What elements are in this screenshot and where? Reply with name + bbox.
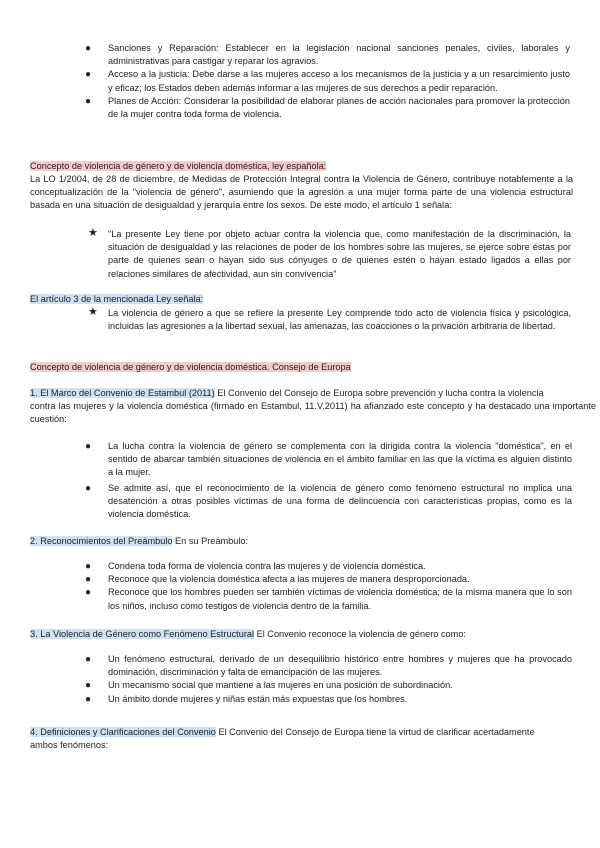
star-icon: ★ bbox=[88, 227, 98, 239]
top-bullet-list bbox=[85, 42, 570, 121]
section-3-title: 3. La Violencia de Género como Fenómeno Estructural bbox=[30, 629, 255, 639]
bullet-icon: ● bbox=[85, 43, 92, 54]
bullet-icon: ● bbox=[85, 561, 92, 572]
list-item bbox=[85, 573, 572, 586]
heading-text: Concepto de violencia de género y de violencia doméstica. Consejo de Europa bbox=[30, 362, 351, 372]
section-3-heading bbox=[30, 628, 575, 641]
list-item-text: Un mecanismo social que mantiene a las mujeres en una posición de subordinación. bbox=[108, 680, 453, 691]
section-4-body: ambos fenómenos: bbox=[30, 740, 109, 750]
section-2-heading bbox=[30, 535, 575, 548]
list-item-lead: Sanciones y Reparación: bbox=[108, 43, 219, 53]
section-1-first-line bbox=[30, 387, 600, 400]
section-2-title: 2. Reconocimientos del Preámbulo bbox=[30, 536, 173, 546]
list-item-text: La lucha contra la violencia de género se complementa con la dirigida contra la violencia "doméstica", en el sentido de abarcar también situaciones de violencia en el ámbito familiar en las que la víctima es alguien distinto a la mujer. bbox=[108, 441, 572, 478]
list-item-text: Un fenómeno estructural, derivado de un desequilibrio histórico entre hombres y mujeres que ha provocado dominación, discriminación y falta de emancipación de las mujeres. bbox=[108, 654, 572, 678]
list-item-text: Reconoce que los hombres pueden ser también víctimas de violencia doméstica; de la misma manera que lo son los niños, incluso como testigos de violencia dentro de la familia. bbox=[108, 587, 572, 611]
quote-article-3 bbox=[88, 306, 571, 333]
bullet-icon: ● bbox=[85, 441, 92, 452]
list-item bbox=[85, 68, 570, 94]
bullet-icon: ● bbox=[85, 69, 92, 81]
list-item-text: Reconoce que la violencia doméstica afecta a las mujeres de manera desproporcionada. bbox=[108, 574, 470, 585]
bullet-icon: ● bbox=[85, 95, 92, 107]
list-item-text: Establecer en la legislación nacional sanciones penales, civiles, laborales y administrativas para castigar y reparar los agravios. bbox=[108, 43, 570, 67]
section-2-intro: En su Preámbulo: bbox=[172, 536, 249, 546]
section-2-bullets bbox=[85, 560, 572, 613]
list-item-text: Considerar la posibilidad de elaborar planes de acción nacionales para promover la protección de la mujer contra toda forma de violencia. bbox=[108, 95, 570, 120]
list-item-text: Debe darse a las mujeres acceso a los mecanismos de la justicia y a un resarcimiento justo y eficaz; los Estados deben además informar a las mujeres de sus derechos a pedir reparación. bbox=[108, 69, 570, 93]
list-item bbox=[85, 560, 572, 573]
section-heading-europe bbox=[30, 361, 575, 374]
bullet-icon: ● bbox=[85, 693, 92, 705]
bullet-icon: ● bbox=[85, 680, 92, 692]
heading-text: Concepto de violencia de género y de violencia doméstica, ley española: bbox=[30, 161, 327, 171]
list-item bbox=[85, 679, 572, 692]
quote-text: "La presente Ley tiene por objeto actuar contra la violencia que, como manifestación de la discriminación, la situación de desigualdad y las relaciones de poder de los hombres sobre las mujeres, se ejerce sobre éstas por parte de quienes sean o hayan sido sus cónyuges o de quienes estén o hayan estado ligados a ellas por relaciones similares de afectividad, aun sin convivencia" bbox=[108, 229, 571, 279]
section-4-first-line bbox=[30, 726, 600, 739]
quote-item bbox=[88, 306, 571, 333]
bullet-icon: ● bbox=[85, 574, 92, 586]
section-3-intro: El Convenio reconoce la violencia de género como: bbox=[254, 629, 466, 639]
list-item bbox=[85, 653, 572, 679]
quote-article-1 bbox=[88, 227, 571, 281]
list-item-lead: Planes de Acción: bbox=[108, 95, 182, 106]
star-icon: ★ bbox=[88, 306, 98, 318]
list-item bbox=[85, 95, 570, 121]
section-3-bullets bbox=[85, 653, 572, 706]
list-item-text: Un ámbito donde mujeres y niñas están más expuestas que los hombres. bbox=[108, 693, 408, 704]
section-heading-article-3 bbox=[30, 293, 575, 306]
section-4-intro: El Convenio del Consejo de Europa tiene la virtud de clarificar acertadamente bbox=[215, 727, 535, 737]
section-1-intro: El Convenio del Consejo de Europa sobre prevención y lucha contra la violencia bbox=[214, 388, 544, 398]
list-item bbox=[85, 482, 572, 522]
paragraph-spain: La LO 1/2004, de 28 de diciembre, de Medidas de Protección Integral contra la Violencia de Género, contribuye notablemente a la conceptualización de la "violencia de género", asumiendo que la agresión a una mujer forma parte de una violencia estructural basada en una situación de desigualdad y jerarquía entre los sexos. De este modo, el artículo 1 señala: bbox=[30, 174, 573, 211]
heading-text: El artículo 3 de la mencionada Ley señala: bbox=[30, 294, 204, 304]
section-1-title: 1. El Marco del Convenio de Estambul (2011) bbox=[30, 388, 215, 398]
quote-text: La violencia de género a que se refiere la presente Ley comprende todo acto de violencia física y psicológica, incluidas las agresiones a la libertad sexual, las amenazas, las coacciones o la privación arbitraria de libertad. bbox=[108, 308, 571, 332]
section-4-title: 4. Definiciones y Clarificaciones del Convenio bbox=[30, 727, 216, 737]
section-heading-spain bbox=[30, 160, 575, 173]
list-item bbox=[85, 42, 570, 68]
section-1-bullets bbox=[85, 440, 572, 521]
list-item-text: Se admite así, que el reconocimiento de la violencia de género como fenómeno estructural no implica una desatención a otras posibles víctimas de una forma de delincuencia con características propias, como es la violencia doméstica. bbox=[108, 482, 572, 520]
list-item bbox=[85, 440, 572, 480]
quote-item bbox=[88, 227, 571, 281]
bullet-icon: ● bbox=[85, 587, 92, 599]
list-item-lead: Acceso a la justicia: bbox=[108, 69, 190, 80]
list-item bbox=[85, 693, 572, 706]
list-item-text: Condena toda forma de violencia contra las mujeres y de violencia doméstica. bbox=[108, 561, 426, 571]
bullet-icon: ● bbox=[85, 482, 92, 494]
list-item bbox=[85, 586, 572, 612]
bullet-icon: ● bbox=[85, 654, 92, 665]
section-1-body: contra las mujeres y la violencia doméstica (firmado en Estambul, 11.V.2011) ha afianzado este concepto y ha destacado una importante cuestión: bbox=[30, 401, 596, 425]
